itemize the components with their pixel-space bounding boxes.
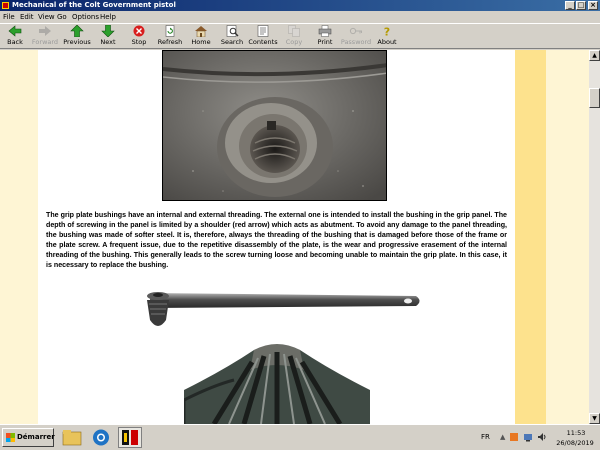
- left-margin: [0, 50, 38, 424]
- search-button[interactable]: Search: [212, 25, 252, 49]
- next-button[interactable]: Next: [88, 25, 128, 49]
- window-title: Mechanical of the Colt Government pistol: [12, 1, 176, 9]
- title-bar: [0, 0, 600, 11]
- taskbar: [0, 424, 600, 450]
- volume-icon[interactable]: [537, 432, 547, 442]
- bushing-closeup-photo: [184, 340, 370, 424]
- about-icon: [380, 25, 394, 37]
- refresh-icon: [163, 25, 177, 37]
- home-button[interactable]: Home: [181, 25, 221, 49]
- menu-file[interactable]: File: [3, 13, 15, 21]
- description-paragraph: The grip plate bushings have an internal and external threading. The external one is intended to install the bushing in the grip panel. The depth of screwing in the panel is limited by a shoulder (red arrow) which acts as abutment. To avoid any damage to the panel threading, the bushing was made of softer steel. It is, therefore, always the threading of the bushing that is damaged before those of the frame or the plate screw. A frequent issue, due to the repetitive disassembly of the plate, is the wear and progressive erasement of the internal threading of the bushing. This generally leads to the screw turning loose and becoming unable to maintain the grip plate. In this case, it is necessary to replace the bushing.: [46, 211, 507, 269]
- right-margin: [546, 50, 589, 424]
- help-viewer-taskbar-icon[interactable]: [118, 427, 142, 448]
- back-button[interactable]: Back: [0, 25, 35, 49]
- stop-icon: [132, 25, 146, 37]
- network-icon[interactable]: [523, 432, 533, 442]
- language-indicator[interactable]: FR: [481, 433, 490, 441]
- copy-button[interactable]: Copy: [274, 25, 314, 49]
- scroll-up-button[interactable]: ▲: [589, 50, 600, 61]
- print-icon: [318, 25, 332, 37]
- start-button[interactable]: Démarrer: [2, 428, 54, 447]
- stop-button[interactable]: Stop: [119, 25, 159, 49]
- minimize-button[interactable]: _: [565, 1, 575, 10]
- menu-bar: [0, 11, 600, 22]
- password-button[interactable]: Password: [336, 25, 376, 49]
- arrow-left-icon: [8, 25, 22, 37]
- contents-icon: [256, 25, 270, 37]
- vertical-scrollbar[interactable]: [589, 50, 600, 424]
- close-button[interactable]: ×: [588, 1, 598, 10]
- windows-logo-icon: [6, 433, 15, 442]
- page-body: [38, 50, 515, 424]
- print-button[interactable]: Print: [305, 25, 345, 49]
- toolbar: [0, 23, 600, 49]
- scroll-down-button[interactable]: ▼: [589, 413, 600, 424]
- system-tray: [476, 427, 598, 448]
- scroll-thumb[interactable]: [589, 88, 600, 108]
- about-button[interactable]: ? About: [377, 25, 397, 46]
- menu-options[interactable]: Options: [72, 13, 100, 21]
- tray-expand-icon[interactable]: ▲: [500, 433, 506, 441]
- clock-date[interactable]: 26/08/2019: [556, 439, 594, 447]
- maximize-button[interactable]: □: [577, 1, 585, 9]
- svg-text:?: ?: [383, 25, 391, 37]
- browser-icon[interactable]: [89, 427, 113, 448]
- menu-view[interactable]: View: [38, 13, 55, 21]
- arrow-right-icon: [38, 25, 52, 37]
- screw-photo: [128, 286, 428, 338]
- refresh-button[interactable]: Refresh: [150, 25, 190, 49]
- right-margin-stripe: [515, 50, 546, 424]
- search-icon: [225, 25, 239, 37]
- menu-go[interactable]: Go: [57, 13, 67, 21]
- app-icon: [2, 2, 9, 9]
- previous-button[interactable]: Previous: [57, 25, 97, 49]
- forward-button[interactable]: Forward: [25, 25, 65, 49]
- arrow-up-icon: [70, 25, 84, 37]
- bushing-photo: [162, 50, 387, 201]
- menu-edit[interactable]: Edit: [20, 13, 34, 21]
- contents-button[interactable]: Contents: [243, 25, 283, 49]
- menu-help[interactable]: Help: [100, 13, 116, 21]
- action-center-icon[interactable]: [509, 432, 519, 442]
- arrow-down-icon: [101, 25, 115, 37]
- file-explorer-icon[interactable]: [60, 427, 84, 448]
- home-icon: [194, 25, 208, 37]
- copy-icon: [287, 25, 301, 37]
- password-icon: [349, 25, 363, 37]
- clock-time[interactable]: 11:53: [566, 429, 586, 437]
- content-area: [0, 50, 589, 424]
